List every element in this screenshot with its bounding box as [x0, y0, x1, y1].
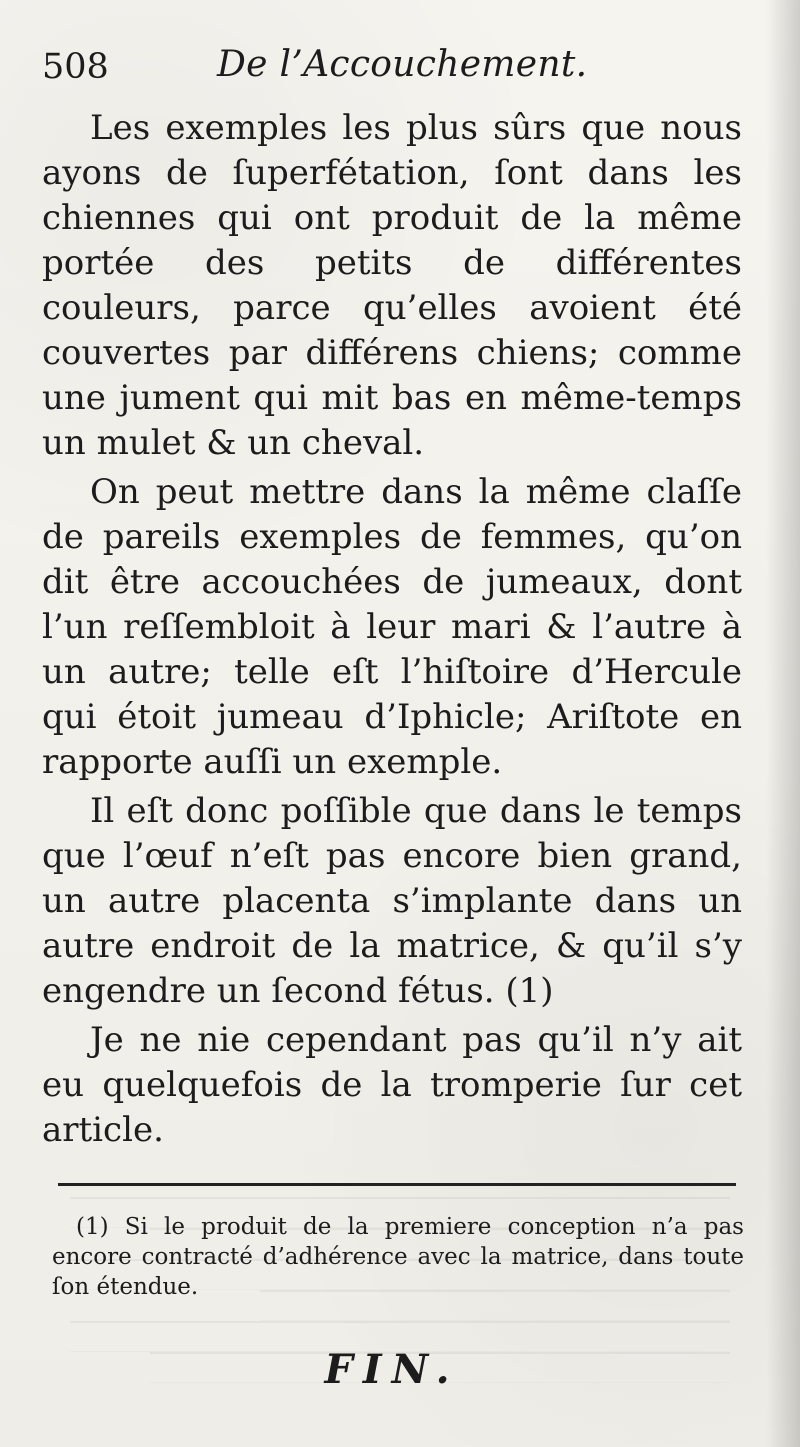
page-number: 508 — [42, 47, 109, 87]
running-title: De l’Accouchement. — [217, 44, 588, 85]
main-text — [42, 106, 742, 1153]
footnote-divider — [58, 1183, 736, 1186]
paragraph-3: Il eſt donc poſſible que dans le temps que l’œuf n’eſt pas encore bien grand, un autre placenta s’implante dans un autre endroit de la matrice, & qu’il s’y engendre un ſecond fétus. (1) — [42, 791, 742, 1011]
paragraph-2: On peut mettre dans la même claſſe de pareils exemples de femmes, qu’on dit être accouchées de jumeaux, dont l’un reſſembloit à leur mari & l’autre à un autre; telle eſt l’hiſtoire d’Hercule qui étoit jumeau d’Iphicle; Ariſtote en rapporte auſſi un exemple. — [42, 472, 742, 782]
page-header — [42, 40, 744, 94]
paragraph-1: Les exemples les plus sûrs que nous ayons de ſuperfétation, ſont dans les chiennes qui ont produit de la même portée des petits de différentes couleurs, parce qu’elles avoient été couvertes par différens chiens; comme une jument qui mit bas en même-temps un mulet & un cheval. — [42, 108, 742, 463]
paragraph-4: Je ne nie cependant pas qu’il n’y ait eu quelquefois de la tromperie ſur cet article. — [42, 1020, 742, 1150]
footnote: (1) Si le produit de la premiere conception n’a pas encore contracté d’adhérence avec la matrice, dans toute ſon étendue. — [52, 1214, 744, 1300]
closing-fin: FIN. — [324, 1346, 460, 1393]
